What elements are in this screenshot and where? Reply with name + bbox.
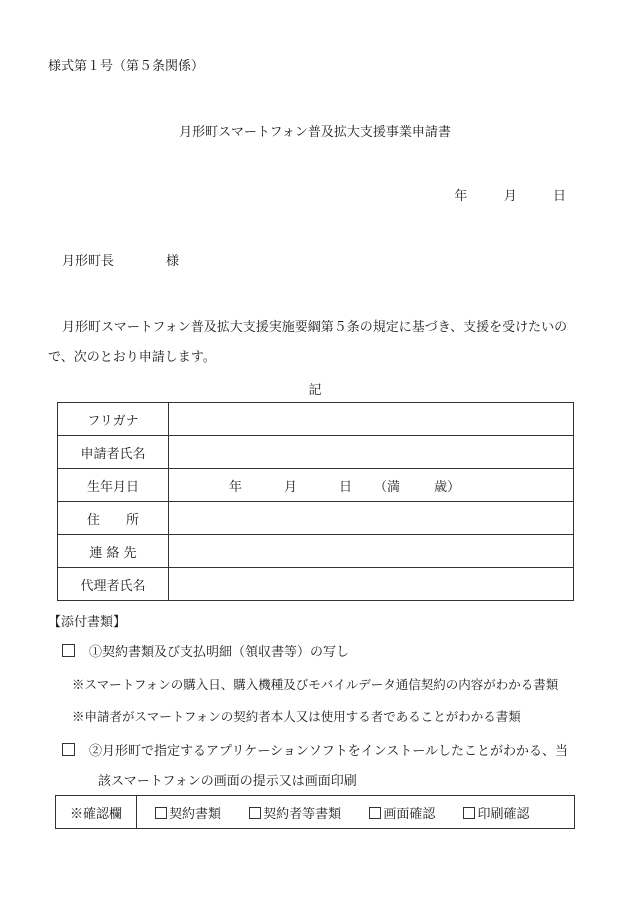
address-field[interactable]: [169, 502, 574, 535]
table-row: [56, 796, 575, 829]
checkbox-icon: [369, 807, 381, 819]
attachment-item-2-continued: 該スマートフォンの画面の提示又は画面印刷: [98, 774, 357, 789]
addressee-honorific: 様: [166, 254, 180, 269]
age-open: （満: [374, 479, 401, 495]
age-close: 歳）: [434, 479, 461, 495]
contact-field[interactable]: [169, 535, 574, 568]
birth-year-unit: 年: [229, 479, 243, 495]
table-row: [58, 403, 574, 436]
application-table: [57, 402, 574, 601]
proxy-name-label: 代理者氏名: [58, 568, 169, 601]
confirm-option-screen[interactable]: 画面確認: [369, 803, 435, 822]
form-number: 様式第１号（第５条関係）: [48, 59, 205, 74]
attachment-1-text: ①契約書類及び支払明細（領収書等）の写し: [89, 645, 350, 660]
table-row: [58, 535, 574, 568]
address-label: 住 所: [58, 502, 169, 535]
confirmation-label: ※確認欄: [56, 796, 137, 829]
furigana-field[interactable]: [169, 403, 574, 436]
applicant-name-field[interactable]: [169, 436, 574, 469]
checkbox-icon: [155, 807, 167, 819]
date-month-label: 月: [503, 189, 517, 204]
furigana-label: フリガナ: [58, 403, 169, 436]
table-row: [58, 469, 574, 502]
attachment-note-1: ※スマートフォンの購入日、購入機種及びモバイルデータ通信契約の内容がわかる書類: [72, 677, 559, 692]
confirmation-options: [137, 796, 575, 829]
checkbox-icon: [249, 807, 261, 819]
applicant-name-label: 申請者氏名: [58, 436, 169, 469]
contact-label: 連 絡 先: [58, 535, 169, 568]
checkbox-icon: [463, 807, 475, 819]
ki-heading: 記: [308, 383, 322, 398]
attachment-item-2: [62, 740, 568, 759]
attachment-2-checkbox[interactable]: [62, 743, 75, 756]
document-title: 月形町スマートフォン普及拡大支援事業申請書: [179, 125, 451, 140]
attachment-1-checkbox[interactable]: [62, 644, 75, 657]
proxy-name-field[interactable]: [169, 568, 574, 601]
addressee: [62, 250, 179, 269]
date-day-label: 日: [552, 189, 566, 204]
addressee-name: 月形町長: [62, 254, 115, 269]
confirm-option-print[interactable]: 印刷確認: [463, 803, 529, 822]
table-row: [58, 502, 574, 535]
attachments-heading: 【添付書類】: [48, 615, 127, 630]
confirmation-table: [55, 795, 575, 829]
date-line: [454, 185, 566, 204]
body-text: 月形町スマートフォン普及拡大支援実施要綱第５条の規定に基づき、支援を受けたいので、次のとおり申請します。: [48, 320, 568, 365]
confirm-option-contractor[interactable]: 契約者等書類: [249, 803, 341, 822]
birthdate-field[interactable]: [169, 469, 574, 502]
date-year-label: 年: [454, 189, 468, 204]
table-row: [58, 568, 574, 601]
birthdate-label: 生年月日: [58, 469, 169, 502]
birth-day-unit: 日: [339, 479, 353, 495]
table-row: [58, 436, 574, 469]
confirm-option-contract[interactable]: 契約書類: [155, 803, 221, 822]
attachment-item-1: [62, 641, 349, 660]
birth-month-unit: 月: [284, 479, 298, 495]
attachment-note-2: ※申請者がスマートフォンの契約者本人又は使用する者であることがわかる書類: [72, 709, 521, 724]
attachment-2-text: ②月形町で指定するアプリケーションソフトをインストールしたことがわかる、当: [89, 744, 569, 759]
